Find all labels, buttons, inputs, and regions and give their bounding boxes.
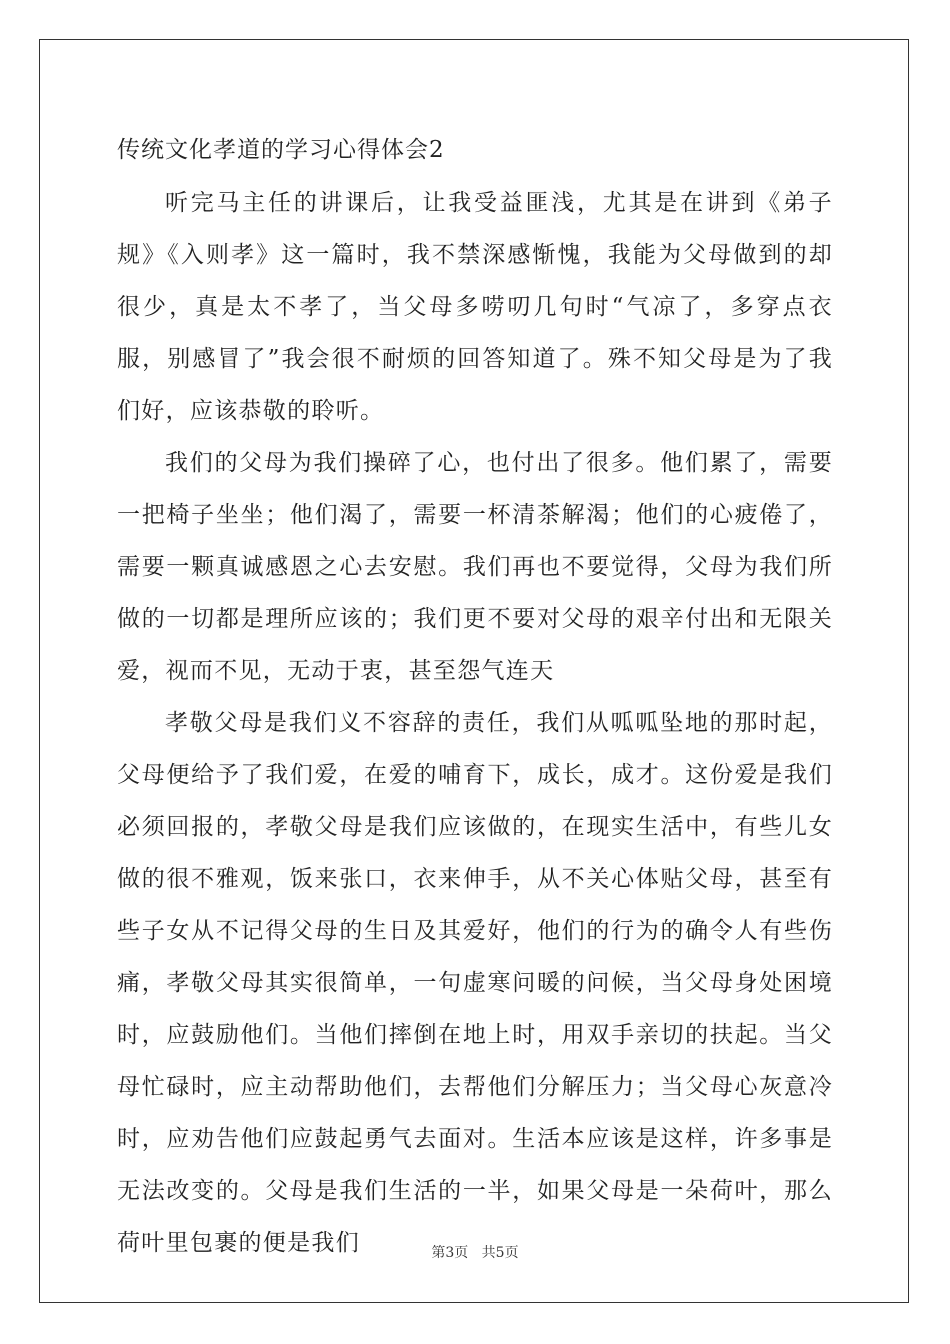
paragraph-1: 听完马主任的讲课后，让我受益匪浅，尤其是在讲到《弟子规》《入则孝》这一篇时，我不禁深感惭愧，我能为父母做到的却很少，真是太不孝了，当父母多唠叨几句时“气凉了，多穿点衣服，别感冒了”我会很不耐烦的回答知道了。殊不知父母是为了我们好，应该恭敬的聆听。 (117, 190, 833, 424)
page-footer (0, 1242, 950, 1262)
page-number: 第3页 (431, 1245, 469, 1261)
document-body (117, 125, 833, 1269)
document-title: 传统文化孝道的学习心得体会2 (117, 137, 445, 163)
paragraph-2: 我们的父母为我们操碎了心，也付出了很多。他们累了，需要一把椅子坐坐；他们渴了，需要一杯清茶解渴；他们的心疲倦了，需要一颗真诚感恩之心去安慰。我们再也不要觉得，父母为我们所做的一切都是理所应该的；我们更不要对父母的艰辛付出和无限关爱，视而不见，无动于衷，甚至怨气连天 (117, 450, 833, 684)
paragraph-3: 孝敬父母是我们义不容辞的责任，我们从呱呱坠地的那时起，父母便给予了我们爱，在爱的哺育下，成长，成才。这份爱是我们必须回报的，孝敬父母是我们应该做的，在现实生活中，有些儿女做的很不雅观，饭来张口，衣来伸手，从不关心体贴父母，甚至有些子女从不记得父母的生日及其爱好，他们的行为的确令人有些伤痛，孝敬父母其实很简单，一句虚寒问暖的问候，当父母身处困境时，应鼓励他们。当他们摔倒在地上时，用双手亲切的扶起。当父母忙碌时，应主动帮助他们，去帮他们分解压力；当父母心灰意冷时，应劝告他们应鼓起勇气去面对。生活本应该是这样，许多事是无法改变的。父母是我们生活的一半，如果父母是一朵荷叶，那么荷叶里包裹的便是我们 (117, 710, 833, 1256)
page-total: 共5页 (481, 1245, 519, 1261)
